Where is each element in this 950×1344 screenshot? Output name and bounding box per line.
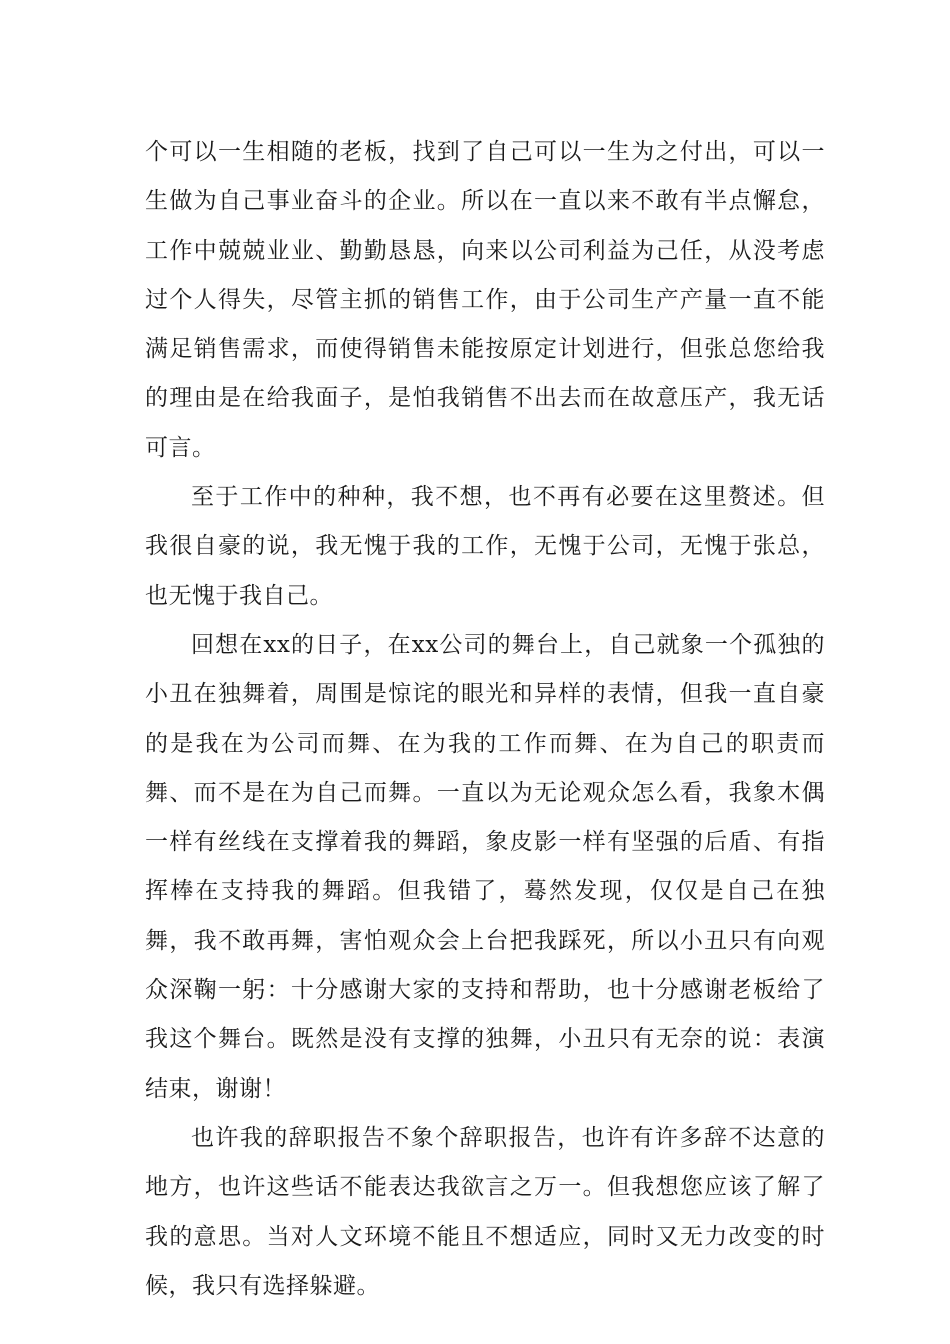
paragraph-1: 个可以一生相随的老板，找到了自己可以一生为之付出，可以一生做为自己事业奋斗的企业。所以在一直以来不敢有半点懈怠，工作中兢兢业业、勤勤恳恳，向来以公司利益为己任，从没考虑过个人得失，尽管主抓的销售工作，由于公司生产产量一直不能满足销售需求，而使得销售未能按原定计划进行，但张总您给我的理由是在给我面子，是怕我销售不出去而在故意压产，我无话可言。 (145, 139, 825, 461)
paragraph-4: 也许我的辞职报告不象个辞职报告，也许有许多辞不达意的地方，也许这些话不能表达我欲言之万一。但我想您应该了解了我的意思。当对人文环境不能且不想适应，同时又无力改变的时候，我只有选择躲避。 (145, 1124, 825, 1299)
paragraph-3: 回想在xx的日子，在xx公司的舞台上，自己就象一个孤独的小丑在独舞着，周围是惊诧的眼光和异样的表情，但我一直自豪的是我在为公司而舞、在为我的工作而舞、在为自己的职责而舞、而不是在为自己而舞。一直以为无论观众怎么看，我象木偶一样有丝线在支撑着我的舞蹈，象皮影一样有坚强的后盾、有指挥棒在支持我的舞蹈。但我错了，蓦然发现，仅仅是自己在独舞，我不敢再舞，害怕观众会上台把我踩死，所以小丑只有向观众深鞠一躬：十分感谢大家的支持和帮助，也十分感谢老板给了我这个舞台。既然是没有支撑的独舞，小丑只有无奈的说：表演结束，谢谢！ (145, 631, 825, 1102)
document-body (145, 128, 825, 1311)
paragraph-2: 至于工作中的种种，我不想，也不再有必要在这里赘述。但我很自豪的说，我无愧于我的工作，无愧于公司，无愧于张总，也无愧于我自己。 (145, 484, 825, 609)
